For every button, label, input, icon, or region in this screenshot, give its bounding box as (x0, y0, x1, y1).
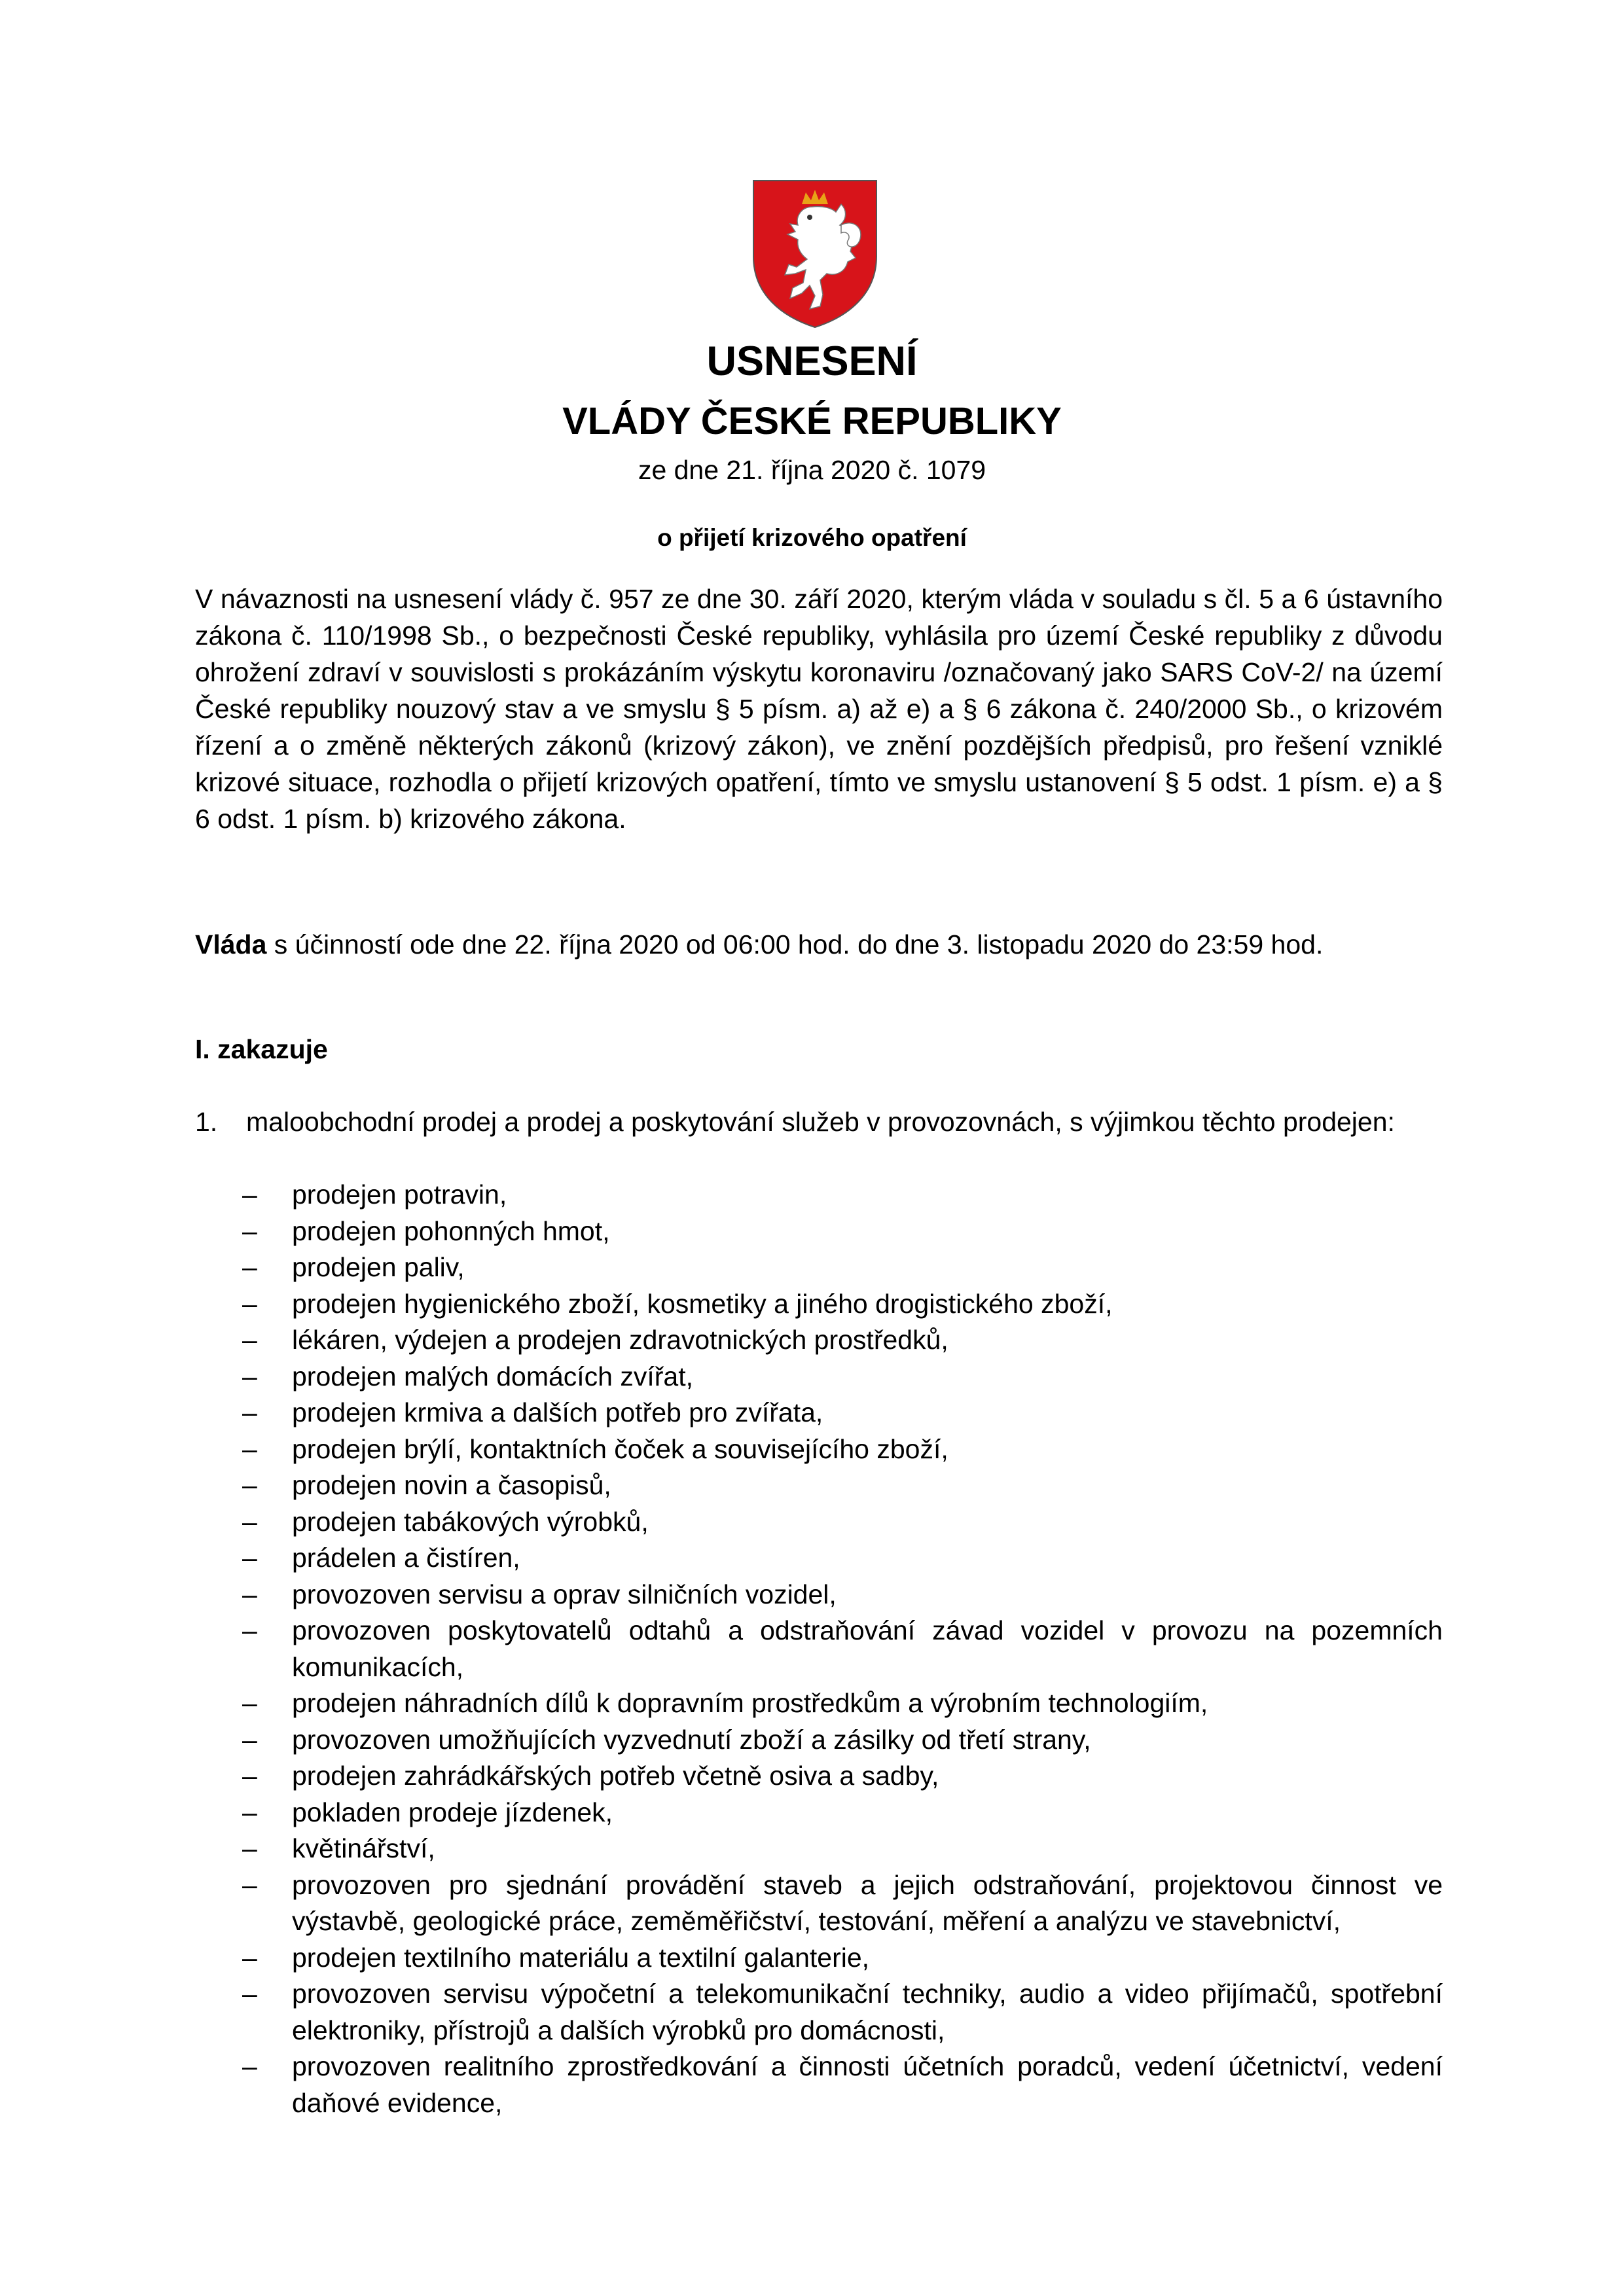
list-item-text: provozoven poskytovatelů odtahů a odstraňování závad vozidel v provozu na pozemních komunikacích, (292, 1615, 1443, 1682)
list-item-text: prodejen textilního materiálu a textilní galanterie, (292, 1942, 870, 1973)
list-item (242, 1795, 1443, 1831)
list-item (242, 1322, 1443, 1359)
intro-paragraph: V návaznosti na usnesení vlády č. 957 ze dne 30. září 2020, kterým vláda v souladu s čl. 5 a 6 ústavního zákona č. 110/1998 Sb., o bezpečnosti České republiky, vyhlásila pro území České republiky z důvodu ohrožení zdraví v souvislosti s prokázáním výskytu koronaviru /označovaný jako SARS CoV-2/ na území České republiky nouzový stav a ve smyslu § 5 písm. a) až e) a § 6 zákona č. 240/2000 Sb., o krizovém řízení a o změně některých zákonů (krizový zákon), ve znění pozdějších předpisů, pro řešení vzniklé krizové situace, rozhodla o přijetí krizových opatření, tímto ve smyslu ustanovení § 5 odst. 1 písm. e) a § 6 odst. 1 písm. b) krizového zákona. (195, 584, 1443, 834)
list-item (242, 2049, 1443, 2121)
dash-bullet: – (242, 1869, 257, 1900)
list-item (242, 1467, 1443, 1504)
list-item-text: prodejen hygienického zboží, kosmetiky a jiného drogistického zboží, (292, 1288, 1113, 1319)
effective-paragraph (195, 926, 1443, 963)
list-item-text: prodejen náhradních dílů k dopravním prostředkům a výrobním technologiím, (292, 1688, 1208, 1718)
dash-bullet: – (242, 1833, 257, 1863)
list-item (242, 1976, 1443, 2049)
list-item-text: lékáren, výdejen a prodejen zdravotnických prostředků, (292, 1325, 948, 1355)
item-1 (195, 1103, 1443, 1140)
dash-bullet: – (242, 1724, 257, 1755)
list-item-text: prodejen novin a časopisů, (292, 1470, 611, 1500)
item-text: maloobchodní prodej a prodej a poskytování služeb v provozovnách, s výjimkou těchto prodejen: (246, 1107, 1395, 1137)
list-item (242, 1395, 1443, 1431)
dash-bullet: – (242, 1433, 257, 1464)
list-item-text: provozoven umožňujících vyzvednutí zboží a zásilky od třetí strany, (292, 1724, 1091, 1755)
effective-text: s účinností ode dne 22. října 2020 od 06:00 hod. do dne 3. listopadu 2020 do 23:59 hod. (266, 929, 1324, 960)
list-item (242, 1286, 1443, 1323)
dash-bullet: – (242, 1252, 257, 1282)
dash-bullet: – (242, 1470, 257, 1500)
list-item (242, 1431, 1443, 1468)
dash-bullet: – (242, 1797, 257, 1827)
list-item (242, 1685, 1443, 1722)
list-item-text: prodejen pohonných hmot, (292, 1215, 610, 1246)
resolution-title: USNESENÍ (706, 338, 918, 384)
dash-bullet: – (242, 1215, 257, 1246)
dash-bullet: – (242, 1361, 257, 1391)
dash-bullet: – (242, 2051, 257, 2081)
government-title: VLÁDY ČESKÉ REPUBLIKY (562, 400, 1062, 442)
list-item (242, 1177, 1443, 1213)
list-item (242, 1359, 1443, 1395)
list-item-text: prodejen zahrádkářských potřeb včetně osiva a sadby, (292, 1761, 939, 1791)
list-item-text: prodejen potravin, (292, 1179, 507, 1210)
list-item-text: květinářství, (292, 1833, 435, 1863)
list-item (242, 1249, 1443, 1286)
dash-bullet: – (242, 1325, 257, 1355)
dash-bullet: – (242, 1543, 257, 1573)
list-item (242, 1577, 1443, 1613)
list-item (242, 1940, 1443, 1977)
list-item (242, 1758, 1443, 1795)
list-item-text: provozoven servisu a oprav silničních vozidel, (292, 1579, 837, 1609)
list-item-text: prodejen paliv, (292, 1252, 465, 1282)
vlada-label: Vláda (195, 929, 267, 960)
dash-bullet: – (242, 1179, 257, 1210)
list-item (242, 1213, 1443, 1250)
section-heading: I. zakazuje (195, 1034, 328, 1064)
dash-bullet: – (242, 1979, 257, 2009)
dash-bullet: – (242, 1506, 257, 1537)
list-item (242, 1867, 1443, 1940)
dash-bullet: – (242, 1688, 257, 1718)
resolution-dateline: ze dne 21. října 2020 č. 1079 (638, 455, 986, 485)
list-item-text: prodejen krmiva a dalších potřeb pro zvířata, (292, 1397, 823, 1427)
list-item-text: provozoven pro sjednání provádění staveb a jejich odstraňování, projektovou činnost ve výstavbě, geologické práce, zeměměřičství, testování, měření a analýzu ve stavebnictví, (292, 1869, 1443, 1936)
dash-bullet: – (242, 1761, 257, 1791)
list-item (242, 1722, 1443, 1759)
list-item-text: prodejen malých domácích zvířat, (292, 1361, 693, 1391)
dash-bullet: – (242, 1942, 257, 1973)
dash-bullet: – (242, 1288, 257, 1319)
list-item-text: prodejen brýlí, kontaktních čoček a souvisejícího zboží, (292, 1433, 948, 1464)
exception-list (242, 1177, 1443, 2121)
dash-bullet: – (242, 1579, 257, 1609)
list-item (242, 1613, 1443, 1685)
dash-bullet: – (242, 1615, 257, 1645)
item-number: 1. (195, 1107, 218, 1137)
list-item (242, 1831, 1443, 1867)
list-item-text: provozoven servisu výpočetní a telekomunikační techniky, audio a video přijímačů, spotřební elektroniky, přístrojů a dalších výrobků pro domácnosti, (292, 1979, 1443, 2045)
list-item-text: provozoven realitního zprostředkování a činnosti účetních poradců, vedení účetnictví, vedení daňové evidence, (292, 2051, 1443, 2118)
list-item (242, 1540, 1443, 1577)
list-item (242, 1504, 1443, 1541)
resolution-subject: o přijetí krizového opatření (657, 524, 967, 551)
coat-of-arms-emblem (749, 178, 880, 330)
list-item-text: prádelen a čistíren, (292, 1543, 520, 1573)
list-item-text: prodejen tabákových výrobků, (292, 1506, 649, 1537)
list-item-text: pokladen prodeje jízdenek, (292, 1797, 613, 1827)
dash-bullet: – (242, 1397, 257, 1427)
